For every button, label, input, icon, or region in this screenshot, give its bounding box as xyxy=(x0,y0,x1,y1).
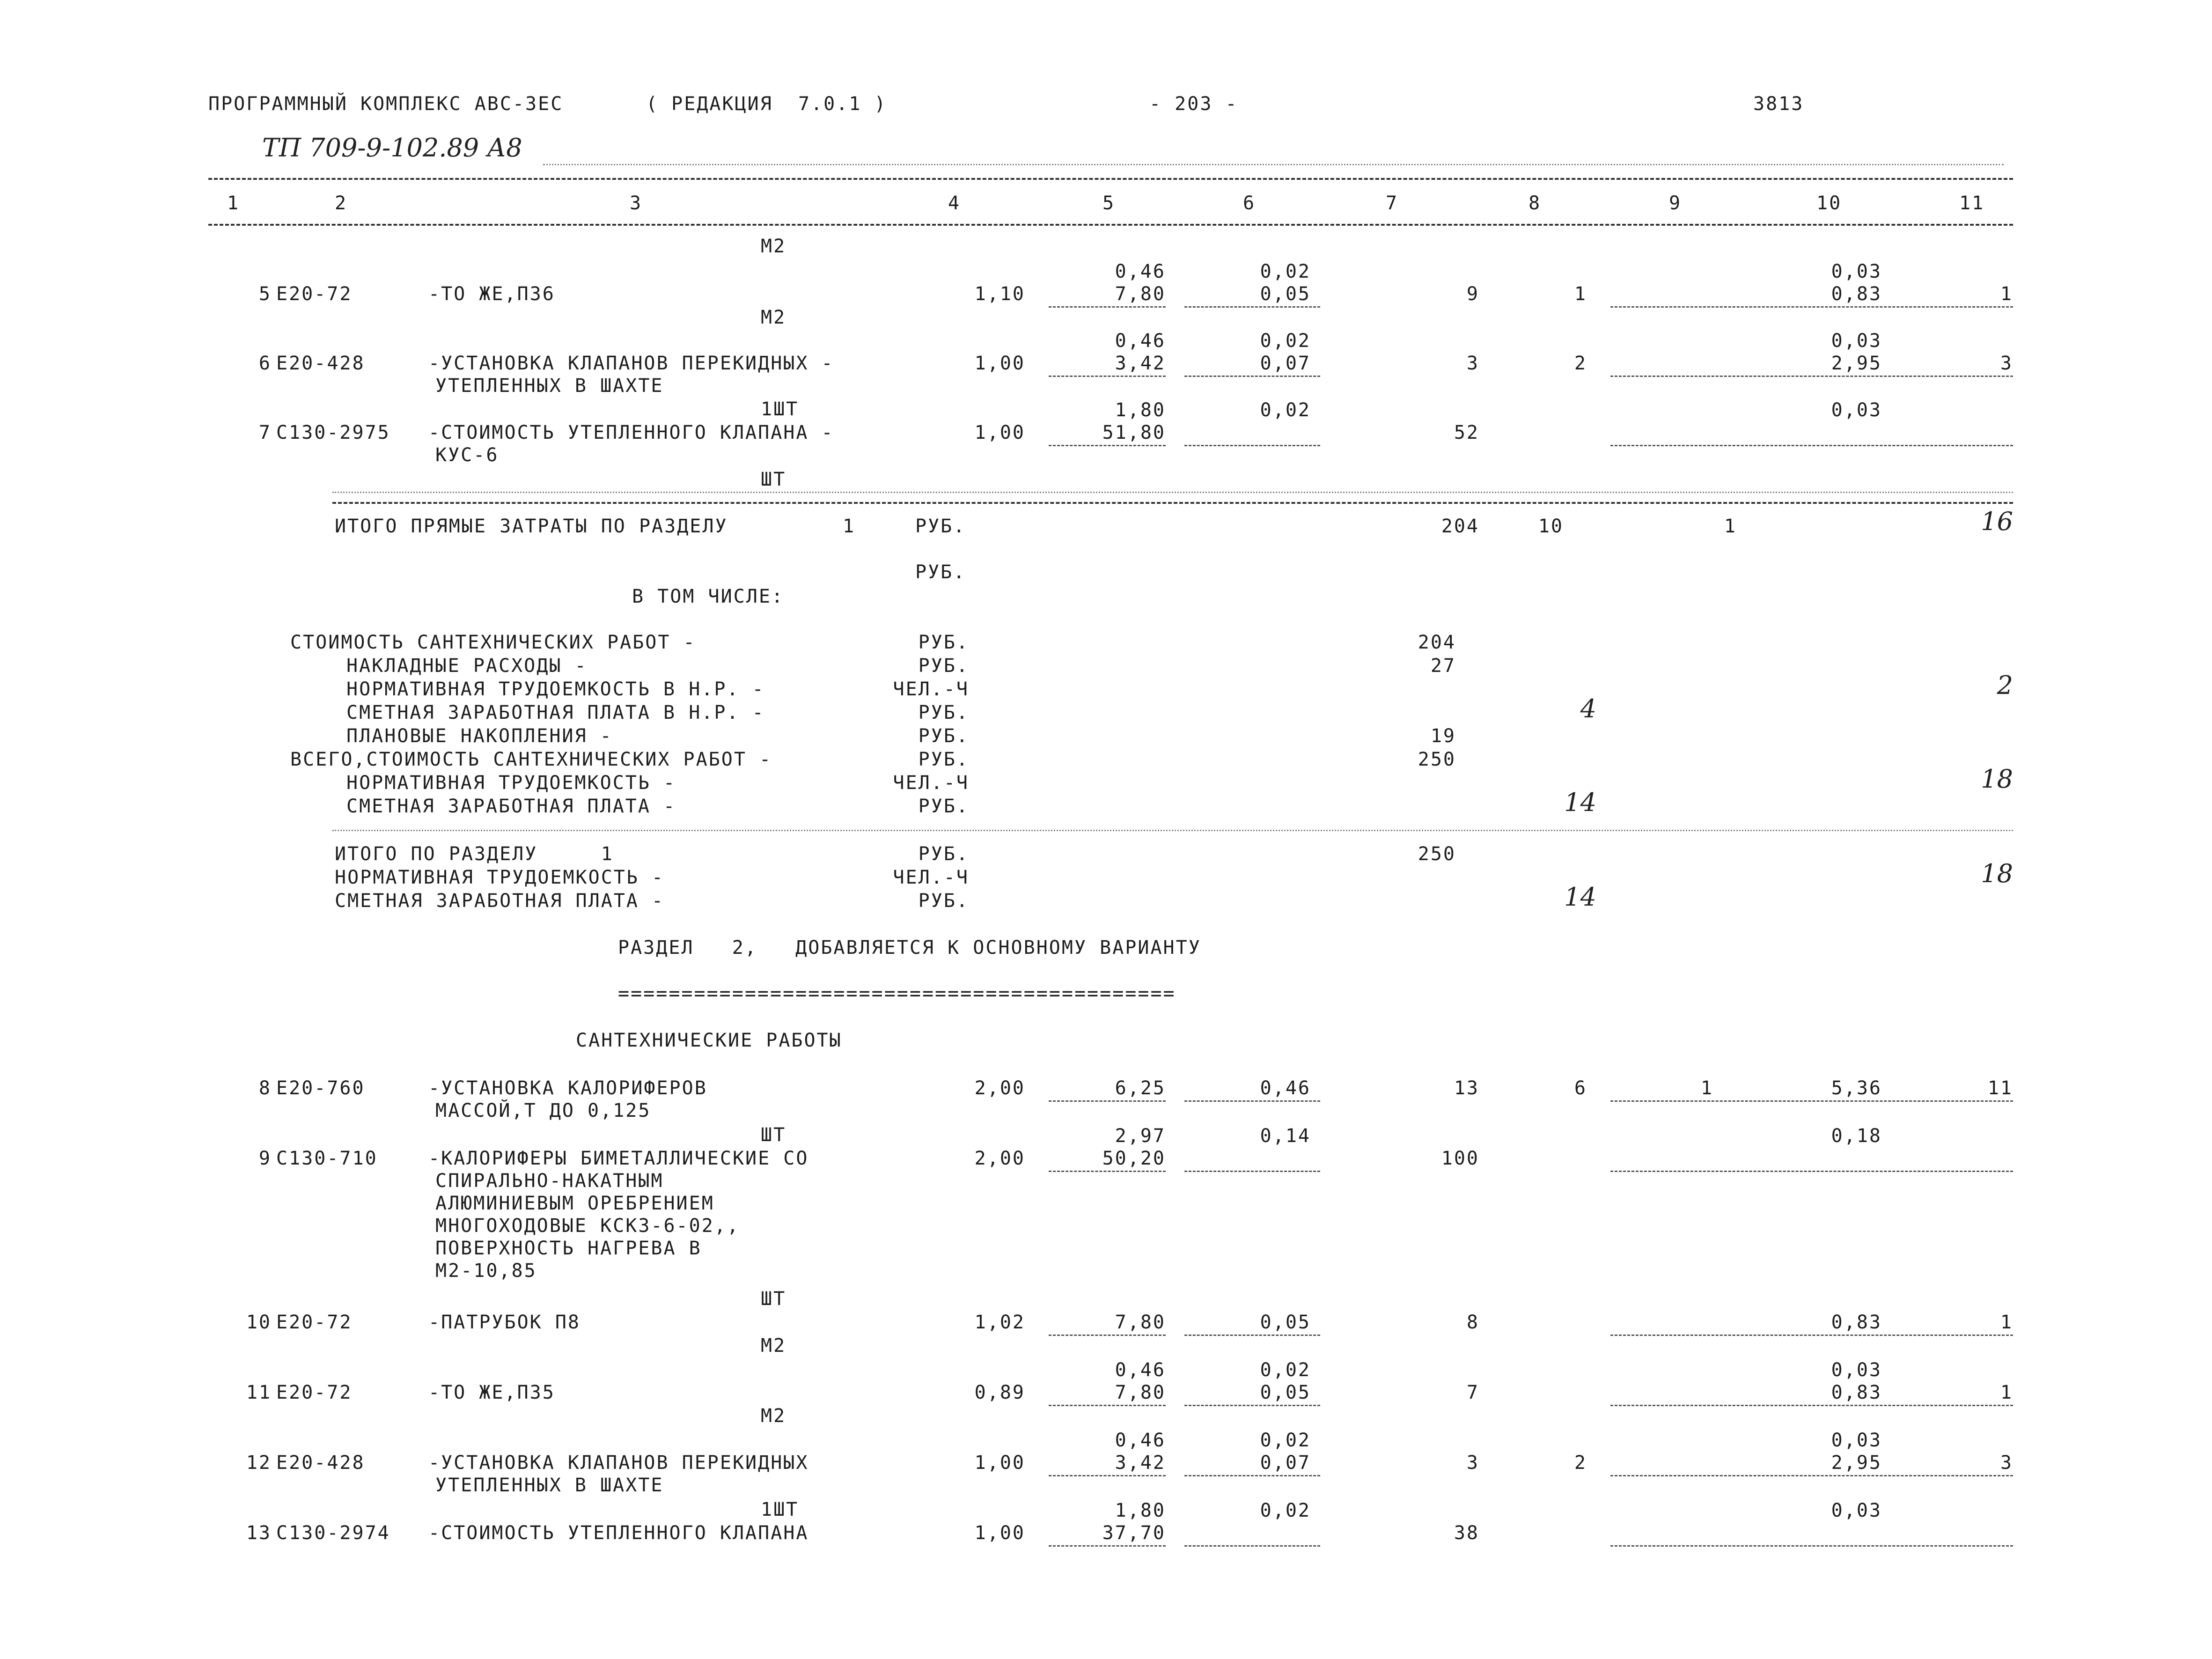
row-9-col5: 50,20 xyxy=(1102,1148,1166,1169)
row-7-col7: 52 xyxy=(1454,422,1479,443)
row-7-unit: ШТ xyxy=(761,469,786,490)
row-10-col6: 0,05 xyxy=(1260,1312,1311,1333)
row-5-description-line: -ТО ЖЕ,П36 xyxy=(428,283,555,305)
row-12-col5-unit: 0,46 xyxy=(1115,1430,1166,1451)
row-10-right-rule xyxy=(1610,1335,2013,1336)
section1-total-rule xyxy=(332,502,2013,504)
column-header-4: 4 xyxy=(948,192,961,214)
row-12-quantity: 1,00 xyxy=(974,1452,1025,1474)
breakdown-end-rule xyxy=(332,830,2013,831)
breakdown-label: ВСЕГО,СТОИМОСТЬ САНТЕХНИЧЕСКИХ РАБОТ - xyxy=(290,749,772,770)
row-8-col7: 13 xyxy=(1454,1077,1479,1099)
row-9-right-rule xyxy=(1610,1171,2013,1172)
row-5-quantity: 1,10 xyxy=(974,283,1025,305)
breakdown-unit: ЧЕЛ.-Ч xyxy=(893,678,969,700)
row-6-number: 6 xyxy=(258,353,272,374)
row-7-description-line: КУС-6 xyxy=(435,444,499,466)
row-10-col5: 7,80 xyxy=(1115,1312,1166,1333)
row-7-col5: 51,80 xyxy=(1102,422,1166,443)
row-11-code: Е20-72 xyxy=(276,1382,353,1403)
row-12-col8: 2 xyxy=(1574,1452,1587,1474)
row-12-col10: 2,95 xyxy=(1831,1452,1882,1474)
program-title: ПРОГРАММНЫЙ КОМПЛЕКС АВС-3ЕС xyxy=(208,93,564,115)
row-10-code: Е20-72 xyxy=(276,1312,353,1333)
row-12-description-line: -УСТАНОВКА КЛАПАНОВ ПЕРЕКИДНЫХ xyxy=(428,1452,809,1474)
row-9-description-line: -КАЛОРИФЕРЫ БИМЕТАЛЛИЧЕСКИЕ СО xyxy=(428,1148,809,1169)
row-6-col5-rule xyxy=(1049,376,1166,377)
row-13-quantity: 1,00 xyxy=(974,1522,1025,1544)
row-8-description-line: -УСТАНОВКА КАЛОРИФЕРОВ xyxy=(428,1077,707,1099)
row-13-col10-unit: 0,03 xyxy=(1831,1500,1882,1521)
row-8-number: 8 xyxy=(258,1077,272,1099)
section-total-col8: 14 xyxy=(1564,882,1596,912)
row-12-description-line: УТЕПЛЕННЫХ В ШАХТЕ xyxy=(435,1475,664,1496)
row-9-col6-rule xyxy=(1184,1171,1320,1172)
rows-end-rule xyxy=(332,492,2013,493)
breakdown-unit: РУБ. xyxy=(918,749,969,770)
column-header-7: 7 xyxy=(1386,192,1399,214)
row-12-col6-rule xyxy=(1184,1475,1320,1476)
row-5-col6-rule xyxy=(1184,306,1320,308)
row-5-unit: М2 xyxy=(761,307,786,328)
project-code-handwritten: ТП 709-9-102.89 А8 xyxy=(262,133,522,162)
row-5-col10: 0,83 xyxy=(1831,283,1882,305)
row-9-col10-unit: 0,18 xyxy=(1831,1125,1882,1147)
row-6-col10-unit: 0,03 xyxy=(1831,330,1882,352)
row-6-quantity: 1,00 xyxy=(974,353,1025,374)
row-12-col6-unit: 0,02 xyxy=(1260,1430,1311,1451)
breakdown-col11: 18 xyxy=(1981,764,2013,794)
row-8-unit: ШТ xyxy=(761,1124,786,1146)
column-header-6: 6 xyxy=(1243,192,1256,214)
row-9-col7: 100 xyxy=(1441,1148,1479,1169)
row-7-number: 7 xyxy=(258,422,272,443)
section1-total-col9: 1 xyxy=(1724,516,1737,537)
breakdown-unit: РУБ. xyxy=(918,632,969,653)
column-header-8: 8 xyxy=(1529,192,1542,214)
column-header-1: 1 xyxy=(227,192,240,214)
section1-total-col8: 10 xyxy=(1538,516,1564,537)
row-8-col10: 5,36 xyxy=(1831,1077,1882,1099)
row-5-col6: 0,05 xyxy=(1260,283,1311,305)
row-13-col6-unit: 0,02 xyxy=(1260,1500,1311,1521)
row-11-col7: 7 xyxy=(1466,1382,1479,1403)
row-9-code: С130-710 xyxy=(276,1148,378,1169)
breakdown-col7: 19 xyxy=(1430,725,1456,747)
row-5-right-rule xyxy=(1610,306,2013,308)
section-total-unit: РУБ. xyxy=(918,890,969,912)
row-13-description-line: -СТОИМОСТЬ УТЕПЛЕННОГО КЛАПАНА xyxy=(428,1522,809,1544)
row-8-code: Е20-760 xyxy=(276,1077,365,1099)
row-11-col6: 0,05 xyxy=(1260,1382,1311,1403)
row-11-number: 11 xyxy=(246,1382,272,1403)
row-9-description-line: СПИРАЛЬНО-НАКАТНЫМ xyxy=(435,1170,664,1192)
row-10-col7: 8 xyxy=(1466,1312,1479,1333)
edition-label: ( РЕДАКЦИЯ 7.0.1 ) xyxy=(646,93,887,115)
page-number: - 203 - xyxy=(1149,93,1238,115)
breakdown-label: НОРМАТИВНАЯ ТРУДОЕМКОСТЬ В Н.Р. - xyxy=(346,678,765,700)
row-5-col5: 7,80 xyxy=(1115,283,1166,305)
breakdown-col7: 204 xyxy=(1418,632,1456,653)
column-header-3: 3 xyxy=(630,192,643,214)
column-header-2: 2 xyxy=(335,192,348,214)
row-11-col10: 0,83 xyxy=(1831,1382,1882,1403)
row-10-description-line: -ПАТРУБОК П8 xyxy=(428,1312,581,1333)
row-6-col8: 2 xyxy=(1574,353,1587,374)
row-6-col6-unit: 0,02 xyxy=(1260,330,1311,352)
breakdown-unit: ЧЕЛ.-Ч xyxy=(893,772,969,794)
row-7-right-rule xyxy=(1610,445,2013,446)
column-header-11: 11 xyxy=(1959,192,1985,214)
section2-title: РАЗДЕЛ 2, ДОБАВЛЯЕТСЯ К ОСНОВНОМУ ВАРИАНТУ xyxy=(618,937,1201,959)
row-5-col5-unit: 0,46 xyxy=(1115,261,1166,282)
section-total-unit: РУБ. xyxy=(918,843,969,865)
row-5-col5-rule xyxy=(1049,306,1166,308)
breakdown-unit: РУБ. xyxy=(918,796,969,817)
row-12-col10-unit: 0,03 xyxy=(1831,1430,1882,1451)
row-10-col6-rule xyxy=(1184,1335,1320,1336)
row-6-col10: 2,95 xyxy=(1831,353,1882,374)
section-total-label: НОРМАТИВНАЯ ТРУДОЕМКОСТЬ - xyxy=(335,867,665,888)
row-9-number: 9 xyxy=(258,1148,272,1169)
column-header-9: 9 xyxy=(1669,192,1682,214)
row-5-col10-unit: 0,03 xyxy=(1831,261,1882,282)
row-13-right-rule xyxy=(1610,1545,2013,1547)
row-10-col11: 1 xyxy=(2000,1312,2013,1333)
column-header-10: 10 xyxy=(1816,192,1842,214)
row-7-col10-unit: 0,03 xyxy=(1831,399,1882,421)
breakdown-label: ПЛАНОВЫЕ НАКОПЛЕНИЯ - xyxy=(346,725,613,747)
row-11-quantity: 0,89 xyxy=(974,1382,1025,1403)
row-11-col5-rule xyxy=(1049,1405,1166,1406)
row-8-col8: 6 xyxy=(1574,1077,1587,1099)
breakdown-label: СТОИМОСТЬ САНТЕХНИЧЕСКИХ РАБОТ - xyxy=(290,632,696,653)
row-7-code: С130-2975 xyxy=(276,422,390,443)
breakdown-label: НАКЛАДНЫЕ РАСХОДЫ - xyxy=(346,655,588,677)
row-13-number: 13 xyxy=(246,1522,272,1544)
section1-total-unit: РУБ. xyxy=(915,516,966,537)
row-6-col11: 3 xyxy=(2000,353,2013,374)
row-6-description-line: УТЕПЛЕННЫХ В ШАХТЕ xyxy=(435,375,664,397)
breakdown-unit: РУБ. xyxy=(918,725,969,747)
row-7-col6-rule xyxy=(1184,445,1320,446)
header-dotted-rule xyxy=(543,164,2004,165)
breakdown-col7: 250 xyxy=(1418,749,1456,770)
row-11-col10-unit: 0,03 xyxy=(1831,1359,1882,1381)
row-9-col6-unit: 0,14 xyxy=(1260,1125,1311,1147)
row-13-col5-unit: 1,80 xyxy=(1115,1500,1166,1521)
row-9-unit: ШТ xyxy=(761,1288,786,1310)
row-8-col9: 1 xyxy=(1700,1077,1713,1099)
row-10-quantity: 1,02 xyxy=(974,1312,1025,1333)
row-6-description-line: -УСТАНОВКА КЛАПАНОВ ПЕРЕКИДНЫХ - xyxy=(428,353,834,374)
row-9-quantity: 2,00 xyxy=(974,1148,1025,1169)
row-11-description-line: -ТО ЖЕ,П35 xyxy=(428,1382,555,1403)
column-header-5: 5 xyxy=(1102,192,1116,214)
row-9-description-line: ПОВЕРХНОСТЬ НАГРЕВА В xyxy=(435,1238,702,1259)
row-5-col8: 1 xyxy=(1574,283,1587,305)
row-13-col7: 38 xyxy=(1454,1522,1479,1544)
section1-total-col7: 204 xyxy=(1441,516,1479,537)
section1-total-label: ИТОГО ПРЯМЫЕ ЗАТРАТЫ ПО РАЗДЕЛУ xyxy=(335,516,728,537)
row-11-col6-rule xyxy=(1184,1405,1320,1406)
row-9-description-line: АЛЮМИНИЕВЫМ ОРЕБРЕНИЕМ xyxy=(435,1193,714,1214)
row-8-description-line: МАССОЙ,Т ДО 0,125 xyxy=(435,1100,651,1121)
row-6-col6-rule xyxy=(1184,376,1320,377)
row-6-right-rule xyxy=(1610,376,2013,377)
row-7-description-line: -СТОИМОСТЬ УТЕПЛЕННОГО КЛАПАНА - xyxy=(428,422,834,443)
section1-total-unit2: РУБ. xyxy=(915,561,966,583)
row-11-unit: М2 xyxy=(761,1405,786,1427)
including-label: В ТОМ ЧИСЛЕ: xyxy=(632,586,784,607)
row-5-col6-unit: 0,02 xyxy=(1260,261,1311,282)
row-5-code: Е20-72 xyxy=(276,283,353,305)
breakdown-label: СМЕТНАЯ ЗАРАБОТНАЯ ПЛАТА В Н.Р. - xyxy=(346,702,765,723)
unit-label: М2 xyxy=(761,236,786,257)
row-6-code: Е20-428 xyxy=(276,353,365,374)
row-7-quantity: 1,00 xyxy=(974,422,1025,443)
row-12-col5-rule xyxy=(1049,1475,1166,1476)
row-5-col7: 9 xyxy=(1466,283,1479,305)
row-10-number: 10 xyxy=(246,1312,272,1333)
row-12-col11: 3 xyxy=(2000,1452,2013,1474)
row-7-col5-rule xyxy=(1049,445,1166,446)
row-11-col11: 1 xyxy=(2000,1382,2013,1403)
row-9-description-line: МНОГОХОДОВЫЕ КСК3-6-02,, xyxy=(435,1215,740,1237)
row-8-col5: 6,25 xyxy=(1115,1077,1166,1099)
row-12-right-rule xyxy=(1610,1475,2013,1476)
row-11-right-rule xyxy=(1610,1405,2013,1406)
row-7-col5-unit: 1,80 xyxy=(1115,399,1166,421)
section-total-label: ИТОГО ПО РАЗДЕЛУ 1 xyxy=(335,843,614,865)
row-10-col10: 0,83 xyxy=(1831,1312,1882,1333)
row-8-col6: 0,46 xyxy=(1260,1077,1311,1099)
row-8-col11: 11 xyxy=(1987,1077,2013,1099)
section-total-unit: ЧЕЛ.-Ч xyxy=(893,867,969,888)
row-13-col5-rule xyxy=(1049,1545,1166,1547)
row-12-col7: 3 xyxy=(1466,1452,1479,1474)
row-13-col5: 37,70 xyxy=(1102,1522,1166,1544)
row-6-col5: 3,42 xyxy=(1115,353,1166,374)
row-11-col5: 7,80 xyxy=(1115,1382,1166,1403)
row-7-col6-unit: 0,02 xyxy=(1260,399,1311,421)
row-12-col6: 0,07 xyxy=(1260,1452,1311,1474)
row-5-number: 5 xyxy=(258,283,272,305)
row-6-col7: 3 xyxy=(1466,353,1479,374)
row-8-col6-rule xyxy=(1184,1100,1320,1102)
row-5-col11: 1 xyxy=(2000,283,2013,305)
row-12-unit: 1ШТ xyxy=(761,1499,799,1520)
breakdown-label: СМЕТНАЯ ЗАРАБОТНАЯ ПЛАТА - xyxy=(346,796,676,817)
section-total-label: СМЕТНАЯ ЗАРАБОТНАЯ ПЛАТА - xyxy=(335,890,665,912)
section2-subtitle: САНТЕХНИЧЕСКИЕ РАБОТЫ xyxy=(576,1030,842,1051)
row-13-col6-rule xyxy=(1184,1545,1320,1547)
row-10-col5-rule xyxy=(1049,1335,1166,1336)
row-13-code: С130-2974 xyxy=(276,1522,390,1544)
row-12-number: 12 xyxy=(246,1452,272,1474)
section1-total-col11: 16 xyxy=(1981,507,2013,536)
row-6-col5-unit: 0,46 xyxy=(1115,330,1166,352)
breakdown-unit: РУБ. xyxy=(918,655,969,677)
row-9-description-line: М2-10,85 xyxy=(435,1260,537,1282)
row-10-unit: М2 xyxy=(761,1335,786,1357)
row-12-col5: 3,42 xyxy=(1115,1452,1166,1474)
breakdown-col11: 2 xyxy=(1997,671,2013,700)
row-11-col5-unit: 0,46 xyxy=(1115,1359,1166,1381)
row-9-col5-rule xyxy=(1049,1171,1166,1172)
breakdown-col8: 4 xyxy=(1580,694,1596,723)
table-top-rule xyxy=(208,178,2013,180)
row-6-unit: 1ШТ xyxy=(761,398,799,420)
row-6-col6: 0,07 xyxy=(1260,353,1311,374)
row-8-quantity: 2,00 xyxy=(974,1077,1025,1099)
row-12-code: Е20-428 xyxy=(276,1452,365,1474)
row-11-col6-unit: 0,02 xyxy=(1260,1359,1311,1381)
section-total-col7: 250 xyxy=(1418,843,1456,865)
breakdown-unit: РУБ. xyxy=(918,702,969,723)
document-code: 3813 xyxy=(1753,93,1804,115)
row-9-col5-unit: 2,97 xyxy=(1115,1125,1166,1147)
breakdown-col8: 14 xyxy=(1564,788,1596,817)
section1-total-section: 1 xyxy=(843,516,856,537)
column-header-rule xyxy=(208,224,2013,226)
section2-underline: ============================================ xyxy=(618,983,1176,1004)
breakdown-col7: 27 xyxy=(1430,655,1456,677)
row-8-right-rule xyxy=(1610,1100,2013,1102)
breakdown-label: НОРМАТИВНАЯ ТРУДОЕМКОСТЬ - xyxy=(346,772,676,794)
row-8-col5-rule xyxy=(1049,1100,1166,1102)
section-total-col11: 18 xyxy=(1981,859,2013,888)
